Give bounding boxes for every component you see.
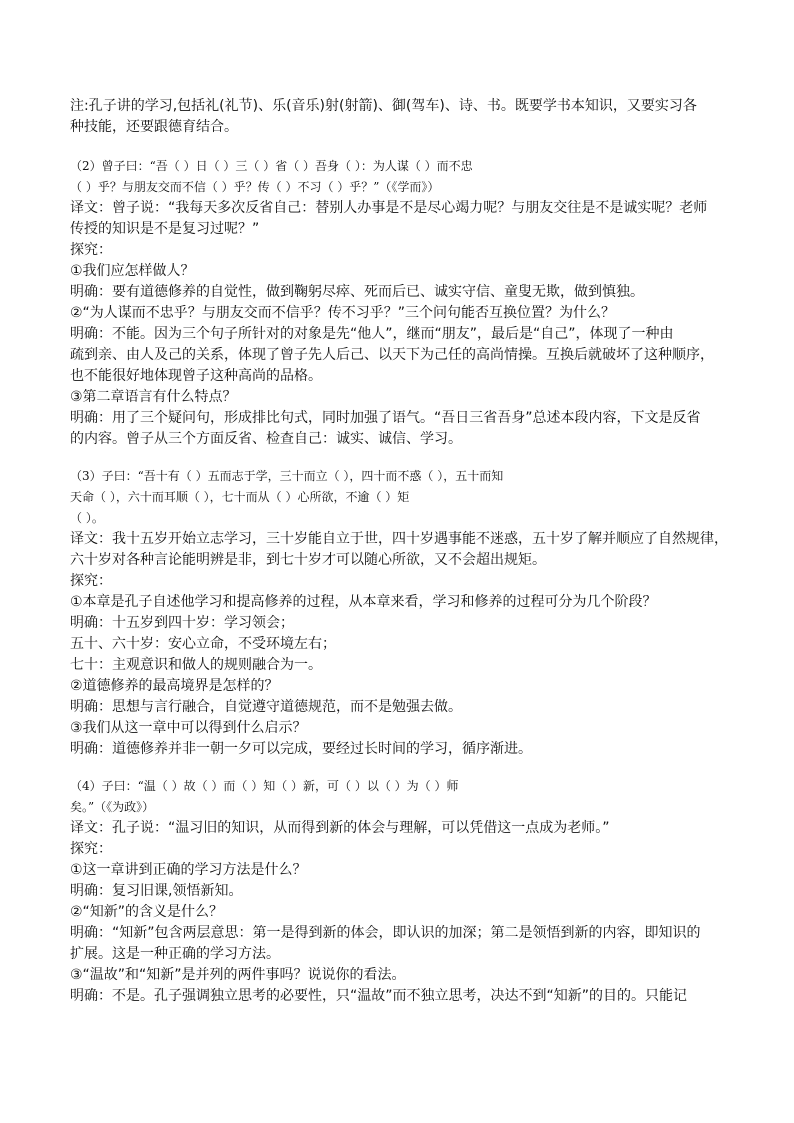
explore-answer: 疏到亲、由人及己的关系，体现了曾子先人后己、以天下为己任的高尚情操。互换后就破坏了这种顺序， [70, 347, 714, 363]
section-2 [70, 156, 726, 450]
explore-question: ②道德修养的最高境界是怎样的？ [70, 678, 279, 694]
explore-heading: 探究： [70, 841, 112, 857]
explore-question: ③“温故”和“知新”是并列的两件事吗？说说你的看法。 [70, 967, 406, 983]
explore-question: ①我们应怎样做人？ [70, 263, 195, 279]
fill-in-question-line: 矣。”（《为政》） [70, 800, 155, 814]
fill-in-question-line: （4）子曰：“温（ ）故（ ）而（ ）知（ ）新，可（ ）以（ ）为（ ）师 [70, 779, 459, 793]
explore-answer: 扩展。这是一种正确的学习方法。 [70, 946, 280, 962]
explore-answer: 明确：“知新”包含两层意思：第一是得到新的体会，即认识的加深；第二是领悟到新的内容，即知识的 [70, 925, 701, 941]
explore-question: ①这一章讲到正确的学习方法是什么？ [70, 862, 307, 878]
translation-line: 传授的知识是不是复习过呢？” [70, 221, 260, 237]
fill-in-question-line: （ ）。 [70, 511, 104, 525]
explore-answer: 也不能很好地体现曾子这种高尚的品格。 [70, 368, 322, 384]
explore-question: ②“知新”的含义是什么？ [70, 904, 224, 920]
explore-answer: 明确：复习旧课,领悟新知。 [70, 883, 243, 899]
fill-in-question-line: （ ）乎？与朋友交而不信（ ）乎？传（ ）不习（ ）乎？”（《学而》） [70, 180, 440, 194]
translation-line: 译文：曾子说：“我每天多次反省自己：替别人办事是不是尽心竭力呢？与朋友交往是不是诚实呢？老师 [70, 200, 708, 216]
fill-in-question-line: （2）曾子曰：“吾（ ）日（ ）三（ ）省（ ）吾身（ ）：为人谋（ ）而不忠 [70, 159, 473, 173]
explore-question: ③我们从这一章中可以得到什么启示？ [70, 720, 307, 736]
fill-in-question-line: 天命（ ），六十而耳顺（ ），七十而从（ ）心所欲，不逾（ ）矩 [70, 490, 410, 504]
intro-note [70, 96, 726, 138]
explore-answer: 明确：道德修养并非一朝一夕可以完成，要经过长时间的学习，循序渐进。 [70, 741, 532, 757]
intro-line: 种技能，还要跟德育结合。 [70, 119, 238, 135]
explore-question: ③第二章语言有什么特点？ [70, 389, 237, 405]
explore-answer: 五十、六十岁：安心立命，不受环境左右； [70, 636, 336, 652]
fill-in-question-line: （3）子曰：“吾十有（ ）五而志于学，三十而立（ ），四十而不惑（ ），五十而知 [70, 469, 504, 483]
explore-answer: 明确：思想与言行融合，自觉遵守道德规范，而不是勉强去做。 [70, 699, 462, 715]
explore-heading: 探究： [70, 573, 112, 589]
explore-answer: 明确：不能。因为三个句子所针对的对象是先“他人”，继而“朋友”，最后是“自己”，体现了一种由 [70, 326, 674, 342]
intro-line: 注:孔子讲的学习,包括礼(礼节)、乐(音乐)射(射箭)、御(驾车)、诗、书。既要学书本知识，又要实习各 [70, 98, 697, 114]
section-3 [70, 466, 726, 760]
translation-line: 译文：孔子说：“温习旧的知识，从而得到新的体会与理解，可以凭借这一点成为老师。” [70, 820, 610, 836]
explore-heading: 探究： [70, 242, 112, 258]
explore-answer: 明确：不是。孔子强调独立思考的必要性，只“温故”而不独立思考，决达不到“知新”的目的。只能记 [70, 988, 688, 1004]
document-page [70, 96, 726, 1007]
explore-answer: 的内容。曾子从三个方面反省、检查自己：诚实、诚信、学习。 [70, 431, 462, 447]
explore-answer: 七十：主观意识和做人的规则融合为一。 [70, 657, 322, 673]
explore-answer: 明确：用了三个疑问句，形成排比句式，同时加强了语气。“吾日三省吾身”总述本段内容，下文是反省 [70, 410, 701, 426]
explore-answer: 明确：十五岁到四十岁：学习领会； [70, 615, 294, 631]
translation-line: 六十岁对各种言论能明辨是非，到七十岁才可以随心所欲，又不会超出规矩。 [70, 552, 546, 568]
section-4 [70, 776, 726, 1007]
translation-line: 译文：我十五岁开始立志学习，三十岁能自立于世，四十岁遇事能不迷惑，五十岁了解并顺应了自然规律， [70, 531, 728, 547]
explore-question: ①本章是孔子自述他学习和提高修养的过程，从本章来看，学习和修养的过程可分为几个阶段？ [70, 594, 657, 610]
explore-question: ②“为人谋而不忠乎？与朋友交而不信乎？传不习乎？”三个问句能否互换位置？为什么？ [70, 305, 616, 321]
explore-answer: 明确：要有道德修养的自觉性，做到鞠躬尽瘁、死而后已、诚实守信、童叟无欺，做到慎独。 [70, 284, 644, 300]
